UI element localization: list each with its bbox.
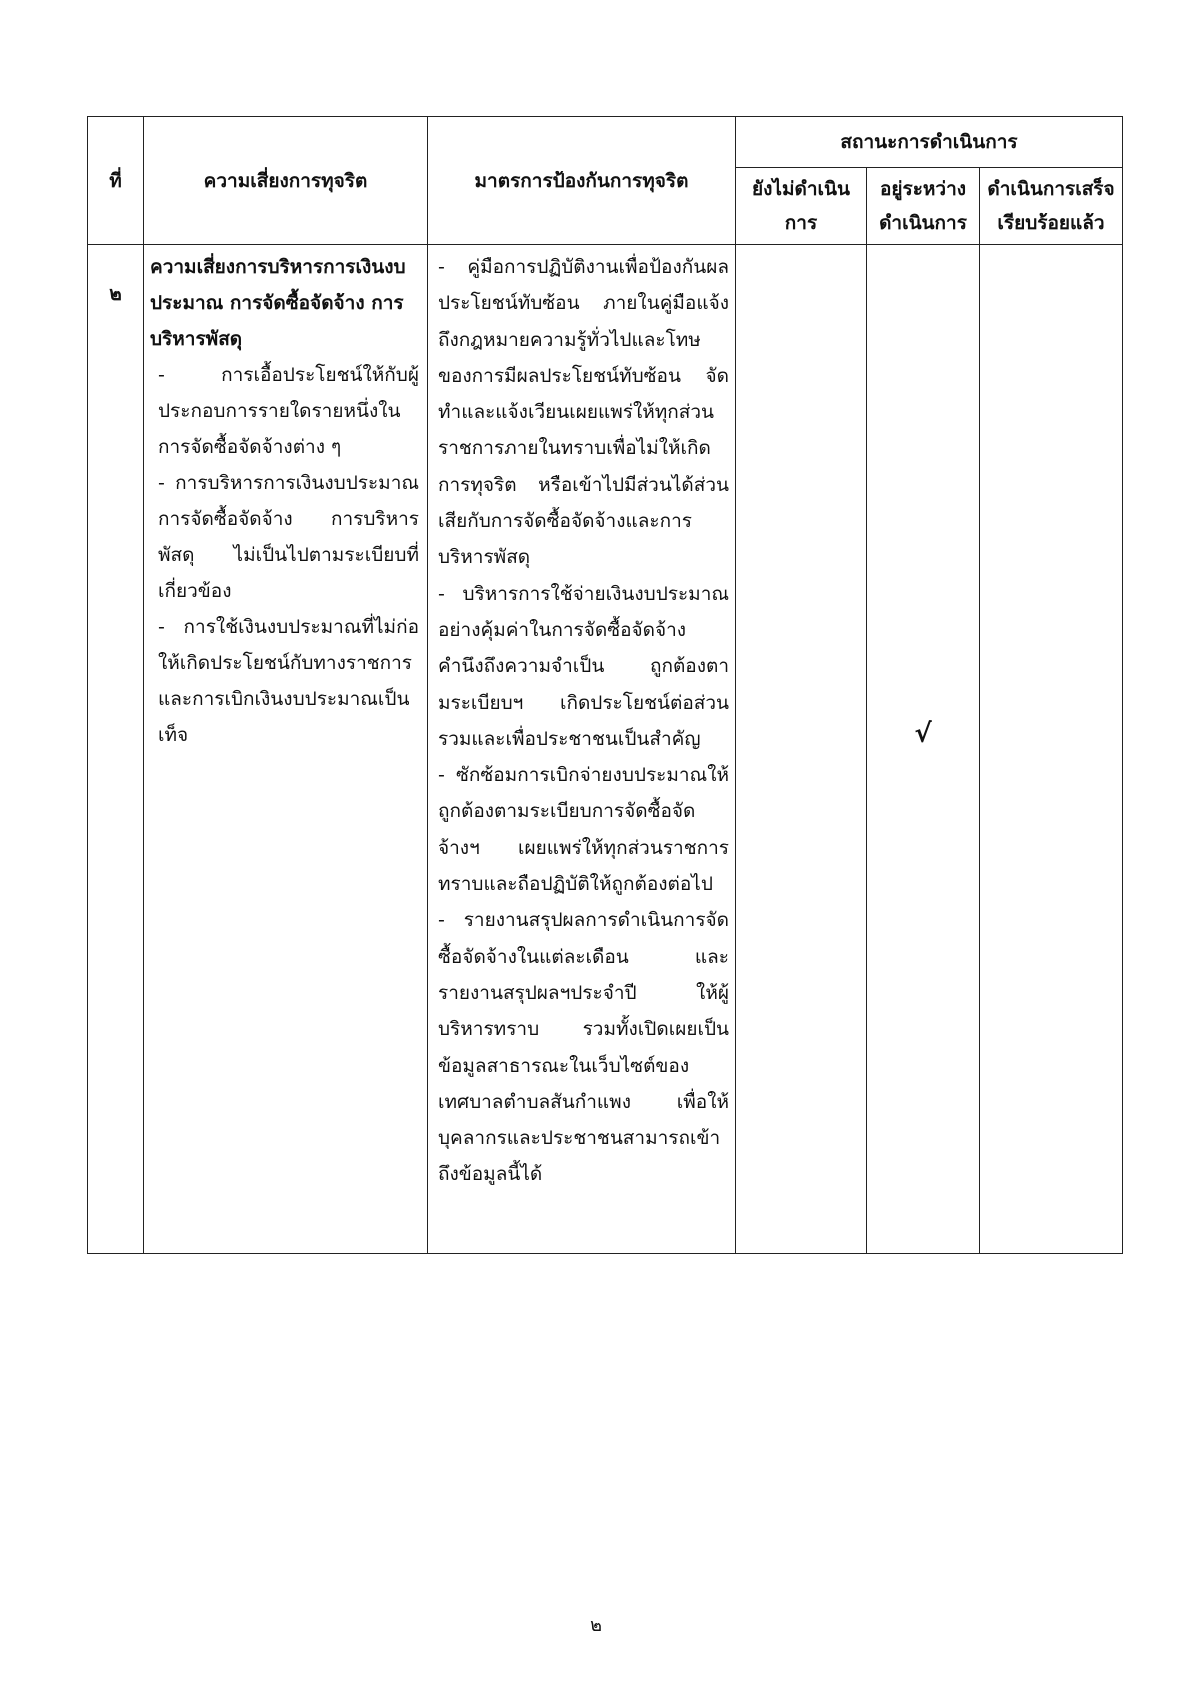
status-not-started-cell — [736, 245, 867, 1254]
check-mark-icon: √ — [914, 719, 932, 749]
risk-cell — [144, 245, 428, 1254]
status-in-progress-cell — [867, 245, 980, 1254]
risk-item: - การบริหารการเงินงบประมาณ การจัดซื้อจัดจ้าง การบริหารพัสดุ ไม่เป็นไปตามระเบียบที่เกี่ยวข้อง — [158, 472, 419, 602]
measure-item: - รายงานสรุปผลการดำเนินการจัดซื้อจัดจ้างในแต่ละเดือน และรายงานสรุปผลฯประจำปี ให้ผู้บริหารทราบ รวมทั้งเปิดเผยเป็นข้อมูลสาธารณะในเว็บไซต์ของเทศบาลตำบลสันกำแพง เพื่อให้บุคลากรและประชาชนสามารถเข้าถึงข้อมูลนี้ได้ — [438, 909, 729, 1186]
table-row — [88, 245, 1123, 1254]
measure-item: - บริหารการใช้จ่ายเงินงบประมาณอย่างคุ้มค่าในการจัดซื้อจัดจ้าง คำนึงถึงความจำเป็น ถูกต้องตามระเบียบฯ เกิดประโยชน์ต่อส่วนรวมและเพื่อประชาชนเป็นสำคัญ — [438, 582, 729, 750]
header-status-not-started: ยังไม่ดำเนินการ — [736, 168, 867, 245]
header-status-in-progress: อยู่ระหว่างดำเนินการ — [867, 168, 980, 245]
header-status: สถานะการดำเนินการ — [736, 117, 1123, 168]
header-no: ที่ — [88, 117, 144, 245]
risk-item: - การใช้เงินงบประมาณที่ไม่ก่อให้เกิดประโยชน์กับทางราชการ และการเบิกเงินงบประมาณเป็นเท็จ — [158, 616, 419, 746]
page-number: ๒ — [590, 1615, 602, 1636]
status-completed-cell — [980, 245, 1123, 1254]
measure-cell — [428, 245, 736, 1254]
risk-item: - การเอื้อประโยชน์ให้กับผู้ประกอบการรายใดรายหนึ่งในการจัดซื้อจัดจ้างต่าง ๆ — [158, 364, 419, 458]
header-status-completed: ดำเนินการเสร็จเรียบร้อยแล้ว — [980, 168, 1123, 245]
row-number-cell — [88, 245, 144, 1254]
row-number: ๒ — [109, 283, 122, 305]
risk-title: ความเสี่ยงการบริหารการเงินงบประมาณ การจัดซื้อจัดจ้าง การบริหารพัสดุ — [150, 256, 406, 350]
header-risk: ความเสี่ยงการทุจริต — [144, 117, 428, 245]
measure-item: - คู่มือการปฏิบัติงานเพื่อป้องกันผลประโยชน์ทับซ้อน ภายในคู่มือแจ้งถึงกฎหมายความรู้ทั่วไปและโทษของการมีผลประโยชน์ทับซ้อน จัดทำและแจ้งเวียนเผยแพร่ให้ทุกส่วนราชการภายในทราบเพื่อไม่ให้เกิดการทุจริต หรือเข้าไปมีส่วนได้ส่วนเสียกับการจัดซื้อจัดจ้างและการบริหารพัสดุ — [438, 256, 729, 569]
risk-status-table — [87, 116, 1123, 1254]
measure-item: - ซักซ้อมการเบิกจ่ายงบประมาณให้ถูกต้องตามระเบียบการจัดซื้อจัดจ้างฯ เผยแพร่ให้ทุกส่วนราชการทราบและถือปฏิบัติให้ถูกต้องต่อไป — [438, 764, 729, 896]
header-measure: มาตรการป้องกันการทุจริต — [428, 117, 736, 245]
